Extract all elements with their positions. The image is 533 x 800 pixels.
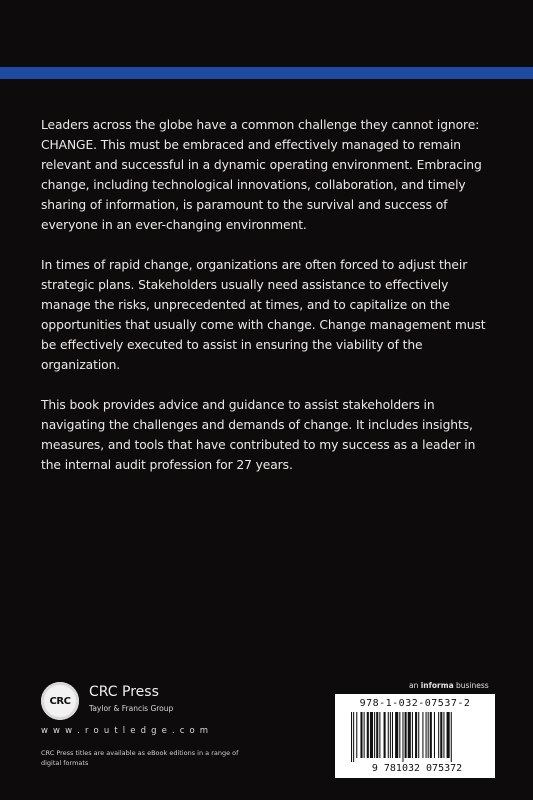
publisher-group: Taylor & Francis Group [89,704,174,713]
barcode-bar [379,712,380,758]
barcode-bar [360,712,362,758]
barcode-bar [367,712,369,758]
crc-logo-text: CRC [49,695,71,707]
barcode-bar [438,712,439,758]
barcode-bar [428,712,429,758]
barcode-bar [451,712,452,762]
barcode-bar [412,712,413,758]
barcode-bar [374,712,375,758]
barcode-bar [364,712,365,758]
accent-bar [0,67,533,79]
barcode-bar [443,712,444,758]
informa-brand: informa [420,681,454,690]
isbn-label: 978-1-032-07537-2 [359,698,471,709]
barcode-bar [426,712,427,758]
barcode-bar [388,712,389,758]
barcode-bar [395,712,398,758]
barcode-bar [430,712,432,758]
barcode-bar [376,712,378,758]
publisher-url: w w w . r o u t l e d g e . c o m [41,726,210,736]
crc-logo-icon [41,682,79,720]
barcode [335,694,495,778]
barcode-bar [415,712,417,758]
barcode-bar [440,712,442,758]
barcode-bar [405,712,407,758]
barcode-bar [422,712,423,758]
barcode-bar [353,712,354,762]
barcode-bar [390,712,391,758]
informa-business-label [409,681,489,690]
barcode-graphic [347,712,487,774]
top-band [0,0,533,67]
barcode-bars [351,712,452,762]
informa-suffix: business [453,681,489,690]
barcode-digits: 9 781032 075372 [371,763,463,774]
barcode-bar [402,712,403,762]
barcode-bar [434,712,435,758]
back-cover-blurb [41,115,493,495]
barcode-bar [399,712,400,758]
barcode-bar [356,712,357,758]
blurb-paragraph-2: In times of rapid change, organizations are often forced to adjust their strategic plans. Stakeholders usually need assistance to effectively manage the risks, unprecedented at times, and to capitalize on the opportunities that usually come with change. Change management must be effectively executed to assist in ensuring the viability of the organization. [41,258,486,372]
blurb-paragraph-3: This book provides advice and guidance to assist stakeholders in navigating the challenges and demands of change. It includes insights, measures, and tools that have contributed to my success as a leader in the internal audit profession for 27 years. [41,398,476,472]
barcode-bar [392,712,393,758]
blurb-paragraph-1: Leaders across the globe have a common challenge they cannot ignore: CHANGE. This must be embraced and effectively managed to remain relevant and successful in a dynamic operating environment. Embracing change, including technological innovations, collaboration, and timely sharing of information, is paramount to the survival and success of everyone in an ever-changing environment. [41,118,482,232]
barcode-bar [370,712,373,758]
barcode-bar [447,712,450,758]
ebook-note: CRC Press titles are available as eBook editions in a range of digital formats [41,749,239,767]
barcode-bar [351,712,352,762]
informa-prefix: an [409,681,421,690]
barcode-bar [408,712,411,758]
barcode-bar [418,712,419,758]
barcode-bar [384,712,386,758]
publisher-name: CRC Press [89,684,159,700]
